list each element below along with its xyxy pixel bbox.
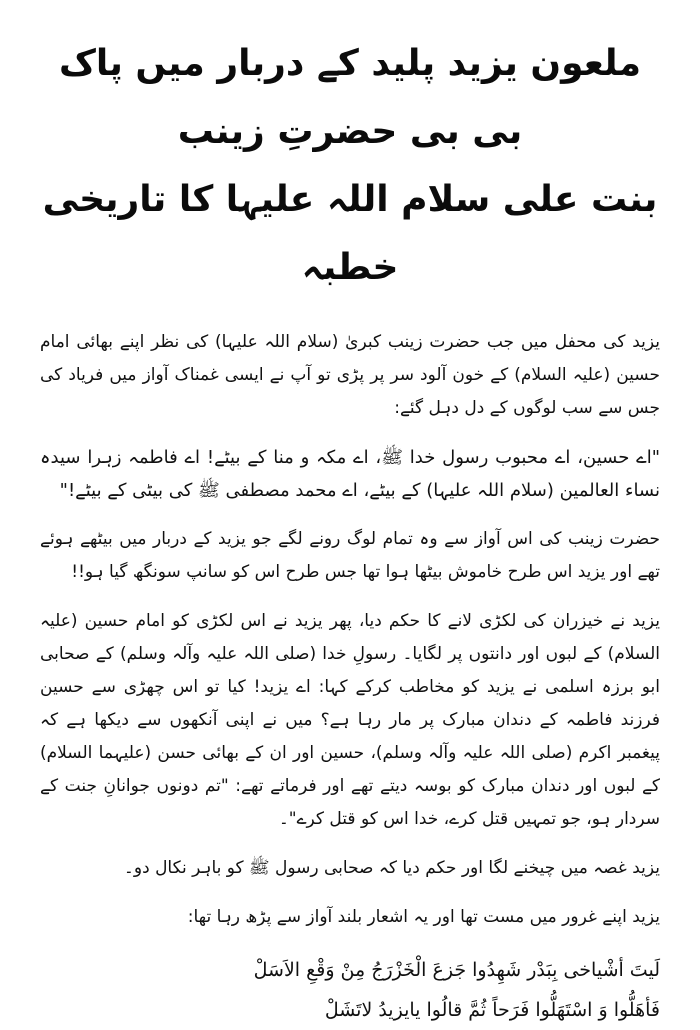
poem-line-2: فَأهَلُّوا وَ اسْتَهَلُّوا فَرَحاً ثُمَّ قالُوا يايزيدُ لاتَشَلْ [324, 999, 660, 1021]
paragraph-expulsion: یزید غصہ میں چیخنے لگا اور حکم دیا کہ صحابی رسول ﷺ کو باہر نکال دو۔ [123, 858, 660, 878]
paragraph-lament-quote: "اے حسین، اے محبوب رسول خدا ﷺ، اے مکہ و منا کے بیٹے! اے فاطمہ زہرا سیدہ نساء العالمین (سلام اللہ علیہا) کے بیٹے، اے محمد مصطفی ﷺ کی بیٹی کے بیٹے!" [40, 447, 660, 501]
paragraph-court-reaction: حضرت زینب کی اس آواز سے وہ تمام لوگ رونے لگے جو یزید کے دربار میں بیٹھے ہوئے تھے اور یزید اس طرح خاموش بیٹھا ہوا تھا جس طرح اس کو سانپ سونگھ گیا ہو!! [40, 529, 660, 582]
title-line-1: ملعون یزید پلید کے دربار میں پاک بی بی حضرتِ زینب [59, 43, 641, 152]
paragraph-intro: یزید کی محفل میں جب حضرت زینب کبریٰ (سلام اللہ علیہا) کی نظر اپنے بھائی امام حسین (علیہ السلام) کے خون آلود سر پر پڑی تو آپ نے ایسی غمناک آواز میں فریاد کی جس سے سب لوگوں کے دل دہل گئے: [40, 332, 660, 418]
title-line-2: بنت علی سلام اللہ علیہا کا تاریخی خطبہ [42, 179, 658, 288]
paragraph-abu-barza: یزید نے خیزران کی لکڑی لانے کا حکم دیا، پھر یزید نے اس لکڑی کو امام حسین (علیہ السلام) کے لبوں اور دانتوں پر لگایا۔ رسولِ خدا (صلی اللہ علیہ وآلہ وسلم) کے صحابی ابو برزہ اسلمی نے یزید کو مخاطب کرکے کہا: اے یزید! کیا تو اس چھڑی سے حسین فرزند فاطمہ کے دندان مبارک پر مار رہا ہے؟ میں نے اپنی آنکھوں سے دیکھا ہے کہ پیغمبر اکرم (صلی اللہ علیہ وآلہ وسلم)، حسین اور ان کے بھائی حسن (علیہما السلام) کے لبوں اور دندان مبارک کو بوسہ دیتے تھے اور فرماتے تھے: "تم دونوں جوانانِ جنت کے سردار ہو، جو تمہیں قتل کرے، خدا اس کو قتل کرے"۔ [40, 611, 660, 829]
poem-verses [40, 950, 660, 1030]
paragraph-poem-intro: یزید اپنے غرور میں مست تھا اور یہ اشعار بلند آواز سے پڑھ رہا تھا: [187, 907, 660, 927]
poem-line-1: لَيتَ أشْياخی بِبَدْر شَهِدُوا جَزعَ الْخَزْرَجُ مِنْ وَقْعِ الاَسَلْ [253, 959, 660, 981]
article-title [40, 30, 660, 302]
